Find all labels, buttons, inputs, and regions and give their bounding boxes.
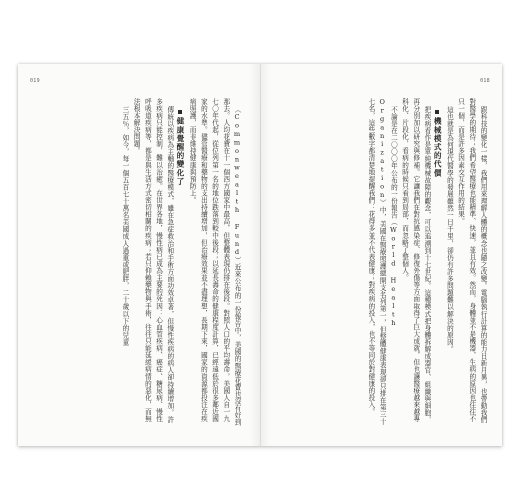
left-page-number: 019: [30, 78, 40, 84]
left-section-heading: [175, 98, 186, 426]
left-heading-text: 健康覺醒的變化了: [175, 117, 185, 186]
right-intro-paragraph-2: 這也就是為何現代醫學的發展雖然一日千里，卻仍有許多問題難以解決的原因。: [445, 105, 454, 353]
right-page-text: [278, 98, 488, 426]
book-gutter: [260, 64, 261, 446]
left-page: [26, 76, 248, 436]
right-page-number: 018: [480, 78, 490, 84]
right-page: [272, 76, 494, 436]
left-paragraph-2: 傳統以疾病為主軸的醫療模式，雖在急症救治和手術方面功效卓著，但慢性疾病的病人卻持續增加，許多疾病只能控制，難以治癒。在世界各地，慢性病已成為主要的死因：心血管疾病、癌症、糖尿病、慢性呼吸道疾病等，都是與生活方式密切相關的疾病；若只仰賴藥物與手術，往往只能延緩病情的惡化，而無法根本解決問題。: [132, 98, 174, 424]
right-heading-text: 機械模式的代價: [433, 117, 443, 178]
right-section-heading: [432, 98, 443, 426]
left-page-text: [32, 98, 242, 426]
right-intro-paragraph-1: 跟科技的變化一樣，我們用來理解人體的概念也隨之改變。電腦執行計算的能力日新月異，也帶動我們對醫學的期待；我們希望醫療也能精準、快速，並且有效。然而，身體並不是機器，生病的原因也往往不只一個，而是許多因素交互作用的結果。: [456, 98, 487, 424]
right-paragraph-2: 不論是在二〇〇〇年公布的一份報告（World Health Organization）中，美國在醫療照護總開支名列第一，但整體健康表現卻只排在第三十七名，這些數字都清楚地提醒我們：花得多並不代表健康；對疾病的投入，也不等同於對健康的投入。: [366, 98, 398, 425]
book-spread: [18, 64, 502, 446]
right-paragraph-1: 把疾病看作是單純機械故障的觀念，可以追溯到十七世紀。這種模式把身體拆解成器官、組織與細胞，再分別加以研究與修補。它讓我們在對抗感染症、修復外傷等方面取得了巨大成就，但也讓醫療越來越專科化、片段化，看病的時候只看到局部，而忽略了整個人。: [400, 98, 431, 424]
left-paragraph-3: 三五％，如今，每一個五百七十萬名美國成人過重或肥胖，二十歲以下的兒童: [120, 105, 129, 346]
left-paragraph-1: （Commonwealth Fund）近來公布的一份報告中，美國的醫療花費也沒有好到那去。人均花費在十一個西方國家中最高，但整體表現仍排在後段。對照人口的平均壽命，美國人自一九七〇年代起，從位列第一名的地位跌落到較中後段；以延長壽命的健康程度計算，已經遠低於很多鄰近國家的水準。儘管醫療和藥物的支出持續增加，但治療效果並不盡理想，長期下來，國家的資源都投注在疾病照護，而非維持健康與預防上。: [188, 98, 241, 426]
